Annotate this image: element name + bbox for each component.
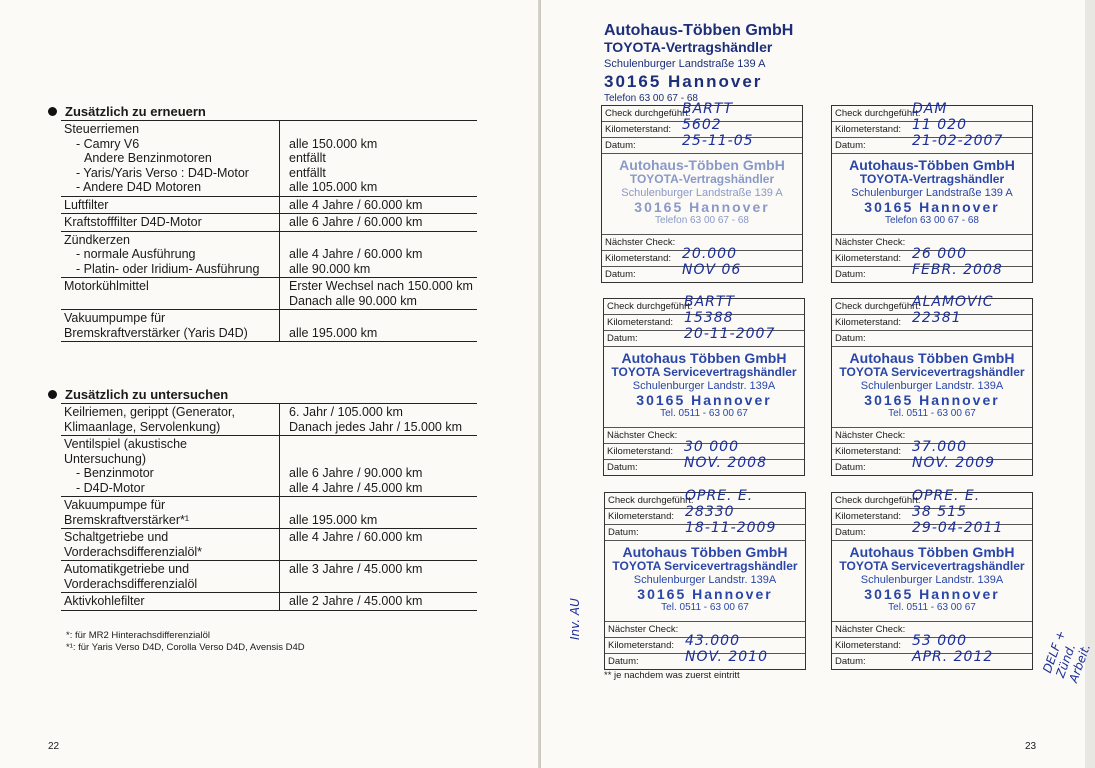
stamp-line: 30165 Hannover <box>864 392 1000 408</box>
cell-line: Schaltgetriebe und <box>64 530 169 544</box>
check-row <box>605 649 805 669</box>
check-label: Kilometerstand: <box>607 446 674 457</box>
stamp-line: Tel. 0511 - 63 00 67 <box>888 602 976 613</box>
cell-line: Vorderachsdifferenzialöl* <box>64 544 203 559</box>
dealer-stamp <box>832 351 1032 421</box>
interval-cell <box>280 529 478 561</box>
handwritten-entry: OPRE. E. <box>912 488 981 504</box>
margin-note-left: Inv. AU <box>568 598 582 640</box>
cell-line: Keilriemen, gerippt (Generator, <box>64 405 235 419</box>
cell-line: alle 2 Jahre / 45.000 km <box>289 594 423 608</box>
check-label: Check durchgeführt: <box>835 108 921 119</box>
cell-line: alle 6 Jahre / 60.000 km <box>289 215 423 229</box>
table-row <box>61 561 477 593</box>
check-label: Nächster Check: <box>605 237 676 248</box>
stamp-line: Autohaus-Többen GmbH <box>604 22 794 39</box>
item-cell <box>61 196 280 214</box>
check-label: Datum: <box>608 527 639 538</box>
bullet-icon <box>48 390 57 399</box>
cell-line: alle 3 Jahre / 45.000 km <box>289 562 423 576</box>
stamp-line: 30165 Hannover <box>634 199 770 215</box>
interval-cell <box>280 196 478 214</box>
item-cell <box>61 497 280 529</box>
table-row <box>61 593 477 611</box>
check-label: Datum: <box>835 462 866 473</box>
stamp-area <box>832 347 1032 428</box>
stamp-line: Autohaus Többen GmbH <box>621 350 787 366</box>
handwritten-entry: FEBR. 2008 <box>912 262 1003 278</box>
handwritten-entry: NOV. 2009 <box>912 455 995 471</box>
check-label: Kilometerstand: <box>605 124 672 135</box>
handwritten-entry: BARTT <box>682 101 734 117</box>
item-cell <box>61 310 280 342</box>
cell-line: - Yaris/Yaris Verso : D4D-Motor <box>76 165 249 180</box>
check-row <box>832 262 1032 282</box>
check-label: Check durchgeführt: <box>608 495 694 506</box>
stamp-area <box>832 541 1032 622</box>
stamp-line: Schulenburger Landstr. 139A <box>633 574 777 586</box>
check-row <box>832 310 1032 331</box>
cell-line: - Platin- oder Iridium- Ausführung <box>76 261 260 276</box>
cell-line: alle 90.000 km <box>289 261 371 276</box>
check-label: Datum: <box>605 269 636 280</box>
cell-line: Danach alle 90.000 km <box>289 293 417 308</box>
check-label: Check durchgeführt: <box>835 495 921 506</box>
table-row <box>61 278 477 310</box>
handwritten-entry: 43.000 <box>685 633 740 649</box>
stamp-line: Telefon 63 00 67 - 68 <box>885 215 979 226</box>
check-label: Datum: <box>605 140 636 151</box>
cell-line: Untersuchung) <box>64 451 146 466</box>
table-row <box>61 214 477 232</box>
cell-line <box>289 452 473 467</box>
cell-line: Ventilspiel (akustische <box>64 437 187 451</box>
footnote-1: *: für MR2 Hinterachsdifferenzialöl <box>66 630 210 641</box>
cell-line <box>289 233 473 248</box>
left-page <box>0 0 540 768</box>
cell-line: entfällt <box>289 165 326 180</box>
interval-cell <box>280 497 478 529</box>
cell-line: Aktivkohlefilter <box>64 594 145 608</box>
table-row <box>61 436 477 497</box>
cell-line: Erster Wechsel nach 150.000 km <box>289 279 473 293</box>
handwritten-entry: DAM <box>912 101 948 117</box>
handwritten-entry: NOV 06 <box>682 262 742 278</box>
stamp-line: 30165 Hannover <box>636 392 772 408</box>
cell-line: - D4D-Motor <box>76 480 145 495</box>
stamp-area <box>832 154 1032 235</box>
stamp-line: Schulenburger Landstraße 139 A <box>851 187 1013 199</box>
handwritten-entry: BARTT <box>684 294 736 310</box>
check-row <box>604 455 804 475</box>
table-row <box>61 196 477 214</box>
stamp-line: Schulenburger Landstr. 139A <box>860 380 1004 392</box>
inspect-table <box>61 403 477 611</box>
cell-line: Vakuumpumpe für <box>64 498 166 512</box>
cell-line: alle 105.000 km <box>289 180 378 194</box>
check-label: Datum: <box>835 269 866 280</box>
stamp-line: TOYOTA-Vertragshändler <box>629 172 775 186</box>
check-row <box>832 520 1032 541</box>
check-row <box>602 262 802 282</box>
check-label: Datum: <box>835 140 866 151</box>
check-label: Kilometerstand: <box>605 253 672 264</box>
dealer-stamp-header <box>604 22 793 107</box>
stamp-line: Autohaus-Többen GmbH <box>619 157 785 173</box>
cell-line: alle 4 Jahre / 60.000 km <box>289 530 423 544</box>
stamp-line: TOYOTA Servicevertragshändler <box>612 559 798 573</box>
stamp-line: TOYOTA-Vertragshändler <box>604 39 773 55</box>
interval-cell <box>280 231 478 278</box>
check-row <box>602 133 802 154</box>
check-label: Kilometerstand: <box>608 511 675 522</box>
cell-line: Vakuumpumpe für <box>64 311 166 325</box>
interval-cell <box>280 310 478 342</box>
cell-line: alle 4 Jahre / 60.000 km <box>289 197 423 212</box>
table-row <box>61 529 477 561</box>
handwritten-entry: 18-11-2009 <box>685 520 777 536</box>
renew-table <box>61 120 477 342</box>
stamp-line: Autohaus Többen GmbH <box>849 350 1015 366</box>
dealer-stamp <box>604 351 804 421</box>
check-label: Kilometerstand: <box>835 640 902 651</box>
item-cell <box>61 231 280 278</box>
service-check-box <box>601 101 803 283</box>
item-cell <box>61 529 280 561</box>
interval-cell <box>280 593 478 611</box>
check-label: Check durchgeführt: <box>605 108 691 119</box>
stamp-area <box>604 347 804 428</box>
cell-line: Andere Benzinmotoren <box>84 151 212 165</box>
cell-line <box>289 311 473 326</box>
stamp-line: Autohaus Többen GmbH <box>849 544 1015 560</box>
handwritten-entry: 37.000 <box>912 439 967 455</box>
check-label: Kilometerstand: <box>835 124 902 135</box>
check-label: Datum: <box>607 462 638 473</box>
item-cell <box>61 278 280 310</box>
cell-line: alle 4 Jahre / 60.000 km <box>289 247 423 261</box>
handwritten-entry: 53 000 <box>912 633 967 649</box>
cell-line: - Andere D4D Motoren <box>76 180 202 194</box>
cell-line <box>289 498 473 513</box>
table-row <box>61 121 477 197</box>
stamp-area <box>602 154 802 235</box>
table-row <box>61 497 477 529</box>
page-number-left: 22 <box>48 741 60 752</box>
item-cell <box>61 593 280 611</box>
handwritten-entry: 30 000 <box>684 439 739 455</box>
cell-line: alle 150.000 km <box>289 136 378 151</box>
stamp-line: 30165 Hannover <box>864 199 1000 215</box>
stamp-line: Tel. 0511 - 63 00 67 <box>660 408 748 419</box>
check-row <box>832 455 1032 475</box>
table-row <box>61 231 477 278</box>
cell-line: Kraftstofffilter D4D-Motor <box>64 215 202 229</box>
margin-note-right: DELF + Zünd. Arbeit. <box>1040 628 1094 685</box>
cell-line: Bremskraftverstärker (Yaris D4D) <box>64 325 248 340</box>
cell-line <box>289 122 473 137</box>
cell-line: 6. Jahr / 105.000 km <box>289 405 403 419</box>
handwritten-entry: 21-02-2007 <box>912 133 1004 149</box>
cell-line: - Benzinmotor <box>76 466 154 480</box>
stamp-line: 30165 Hannover <box>637 586 773 602</box>
cell-line: - Camry V6 <box>76 136 140 151</box>
cell-line: alle 4 Jahre / 45.000 km <box>289 480 423 495</box>
stamp-line: TOYOTA Servicevertragshändler <box>839 365 1025 379</box>
handwritten-entry: ALAMOVIC <box>912 294 994 310</box>
dealer-stamp <box>605 545 805 615</box>
service-check-box <box>604 488 806 670</box>
stamp-line: Schulenburger Landstr. 139A <box>632 380 776 392</box>
cell-line: alle 195.000 km <box>289 325 378 340</box>
cell-line: Danach jedes Jahr / 15.000 km <box>289 419 463 434</box>
stamp-line: Telefon 63 00 67 - 68 <box>604 93 698 104</box>
stamp-line: Autohaus-Többen GmbH <box>849 157 1015 173</box>
check-label: Datum: <box>835 656 866 667</box>
service-check-box <box>603 294 805 476</box>
handwritten-entry: 38 515 <box>912 504 967 520</box>
cell-line <box>289 437 473 452</box>
check-label: Datum: <box>608 656 639 667</box>
interval-cell <box>280 121 478 197</box>
check-label: Datum: <box>835 527 866 538</box>
section-heading-inspect <box>48 387 228 402</box>
stamp-line: Schulenburger Landstraße 139 A <box>621 187 783 199</box>
handwritten-entry: 29-04-2011 <box>912 520 1004 536</box>
dealer-stamp <box>602 158 802 228</box>
item-cell <box>61 561 280 593</box>
check-label: Datum: <box>835 333 866 344</box>
stamp-line: Schulenburger Landstr. 139A <box>860 574 1004 586</box>
stamp-line: Autohaus Többen GmbH <box>622 544 788 560</box>
check-label: Nächster Check: <box>835 237 906 248</box>
check-label: Check durchgeführt: <box>835 301 921 312</box>
check-label: Nächster Check: <box>608 624 679 635</box>
check-label: Kilometerstand: <box>608 640 675 651</box>
stamp-line: TOYOTA Servicevertragshändler <box>839 559 1025 573</box>
stamp-line: 30165 Hannover <box>864 586 1000 602</box>
cell-line: entfällt <box>289 151 326 165</box>
handwritten-entry: OPRE. E. <box>685 488 754 504</box>
handwritten-entry: APR. 2012 <box>912 649 994 665</box>
stamp-line: Schulenburger Landstraße 139 A <box>604 58 766 70</box>
cell-line: alle 6 Jahre / 90.000 km <box>289 466 423 480</box>
item-cell <box>61 214 280 232</box>
interval-cell <box>280 278 478 310</box>
section-heading-renew <box>48 104 206 119</box>
check-label: Kilometerstand: <box>835 253 902 264</box>
check-row <box>832 649 1032 669</box>
stamp-line: Tel. 0511 - 63 00 67 <box>888 408 976 419</box>
interval-cell <box>280 561 478 593</box>
cell-line: Automatikgetriebe und <box>64 562 190 576</box>
handwritten-entry: 20-11-2007 <box>684 326 776 342</box>
dealer-stamp <box>832 545 1032 615</box>
handwritten-entry: NOV. 2008 <box>684 455 767 471</box>
page-number-right: 23 <box>1025 741 1037 752</box>
stamp-area <box>605 541 805 622</box>
cell-line: Vorderachsdifferenzialöl <box>64 576 198 591</box>
section-title: Zusätzlich zu untersuchen <box>65 387 229 402</box>
stamp-line: Tel. 0511 - 63 00 67 <box>661 602 749 613</box>
cell-line: Zündkerzen <box>64 232 131 247</box>
cell-line: Klimaanlage, Servolenkung) <box>64 419 221 434</box>
check-label: Kilometerstand: <box>835 446 902 457</box>
handwritten-entry: 5602 <box>682 117 722 133</box>
cell-line: Bremskraftverstärker*¹ <box>64 512 190 527</box>
footnote-2: *¹: für Yaris Verso D4D, Corolla Verso D4D, Avensis D4D <box>66 642 305 653</box>
footnotes <box>66 630 305 654</box>
check-row <box>832 331 1032 347</box>
check-label: Nächster Check: <box>835 430 906 441</box>
table-row <box>61 404 477 436</box>
check-row <box>604 326 804 347</box>
interval-cell <box>280 214 478 232</box>
cell-line: Motorkühlmittel <box>64 279 149 293</box>
cell-line: - normale Ausführung <box>76 247 196 261</box>
check-row <box>605 520 805 541</box>
check-label: Datum: <box>607 333 638 344</box>
cell-line: Steuerriemen <box>64 122 140 136</box>
check-label: Kilometerstand: <box>835 511 902 522</box>
service-check-box <box>831 101 1033 283</box>
handwritten-entry: 22381 <box>912 310 962 326</box>
section-title: Zusätzlich zu erneuern <box>65 104 206 119</box>
handwritten-entry: 25-11-05 <box>682 133 754 149</box>
stamp-line: Telefon 63 00 67 - 68 <box>655 215 749 226</box>
interval-cell <box>280 436 478 497</box>
check-label: Check durchgeführt: <box>607 301 693 312</box>
stamp-line: TOYOTA Servicevertragshändler <box>611 365 797 379</box>
service-check-box <box>831 488 1033 670</box>
footnote-right: ** je nachdem was zuerst eintritt <box>604 670 740 681</box>
handwritten-entry: 11 020 <box>912 117 967 133</box>
stamp-line: TOYOTA-Vertragshändler <box>859 172 1005 186</box>
dealer-stamp <box>832 158 1032 228</box>
item-cell <box>61 436 280 497</box>
handwritten-entry: 28330 <box>685 504 735 520</box>
handwritten-entry: NOV. 2010 <box>685 649 768 665</box>
table-row <box>61 310 477 342</box>
bullet-icon <box>48 107 57 116</box>
item-cell <box>61 404 280 436</box>
handwritten-entry: 20.000 <box>682 246 737 262</box>
check-row <box>832 133 1032 154</box>
check-label: Nächster Check: <box>835 624 906 635</box>
handwritten-entry: 15388 <box>684 310 734 326</box>
cell-line: Luftfilter <box>64 197 109 212</box>
service-check-box <box>831 294 1033 476</box>
check-label: Nächster Check: <box>607 430 678 441</box>
check-label: Kilometerstand: <box>835 317 902 328</box>
cell-line: alle 195.000 km <box>289 512 378 527</box>
stamp-line: 30165 Hannover <box>604 72 763 91</box>
interval-cell <box>280 404 478 436</box>
item-cell <box>61 121 280 197</box>
check-label: Kilometerstand: <box>607 317 674 328</box>
handwritten-entry: 26 000 <box>912 246 967 262</box>
